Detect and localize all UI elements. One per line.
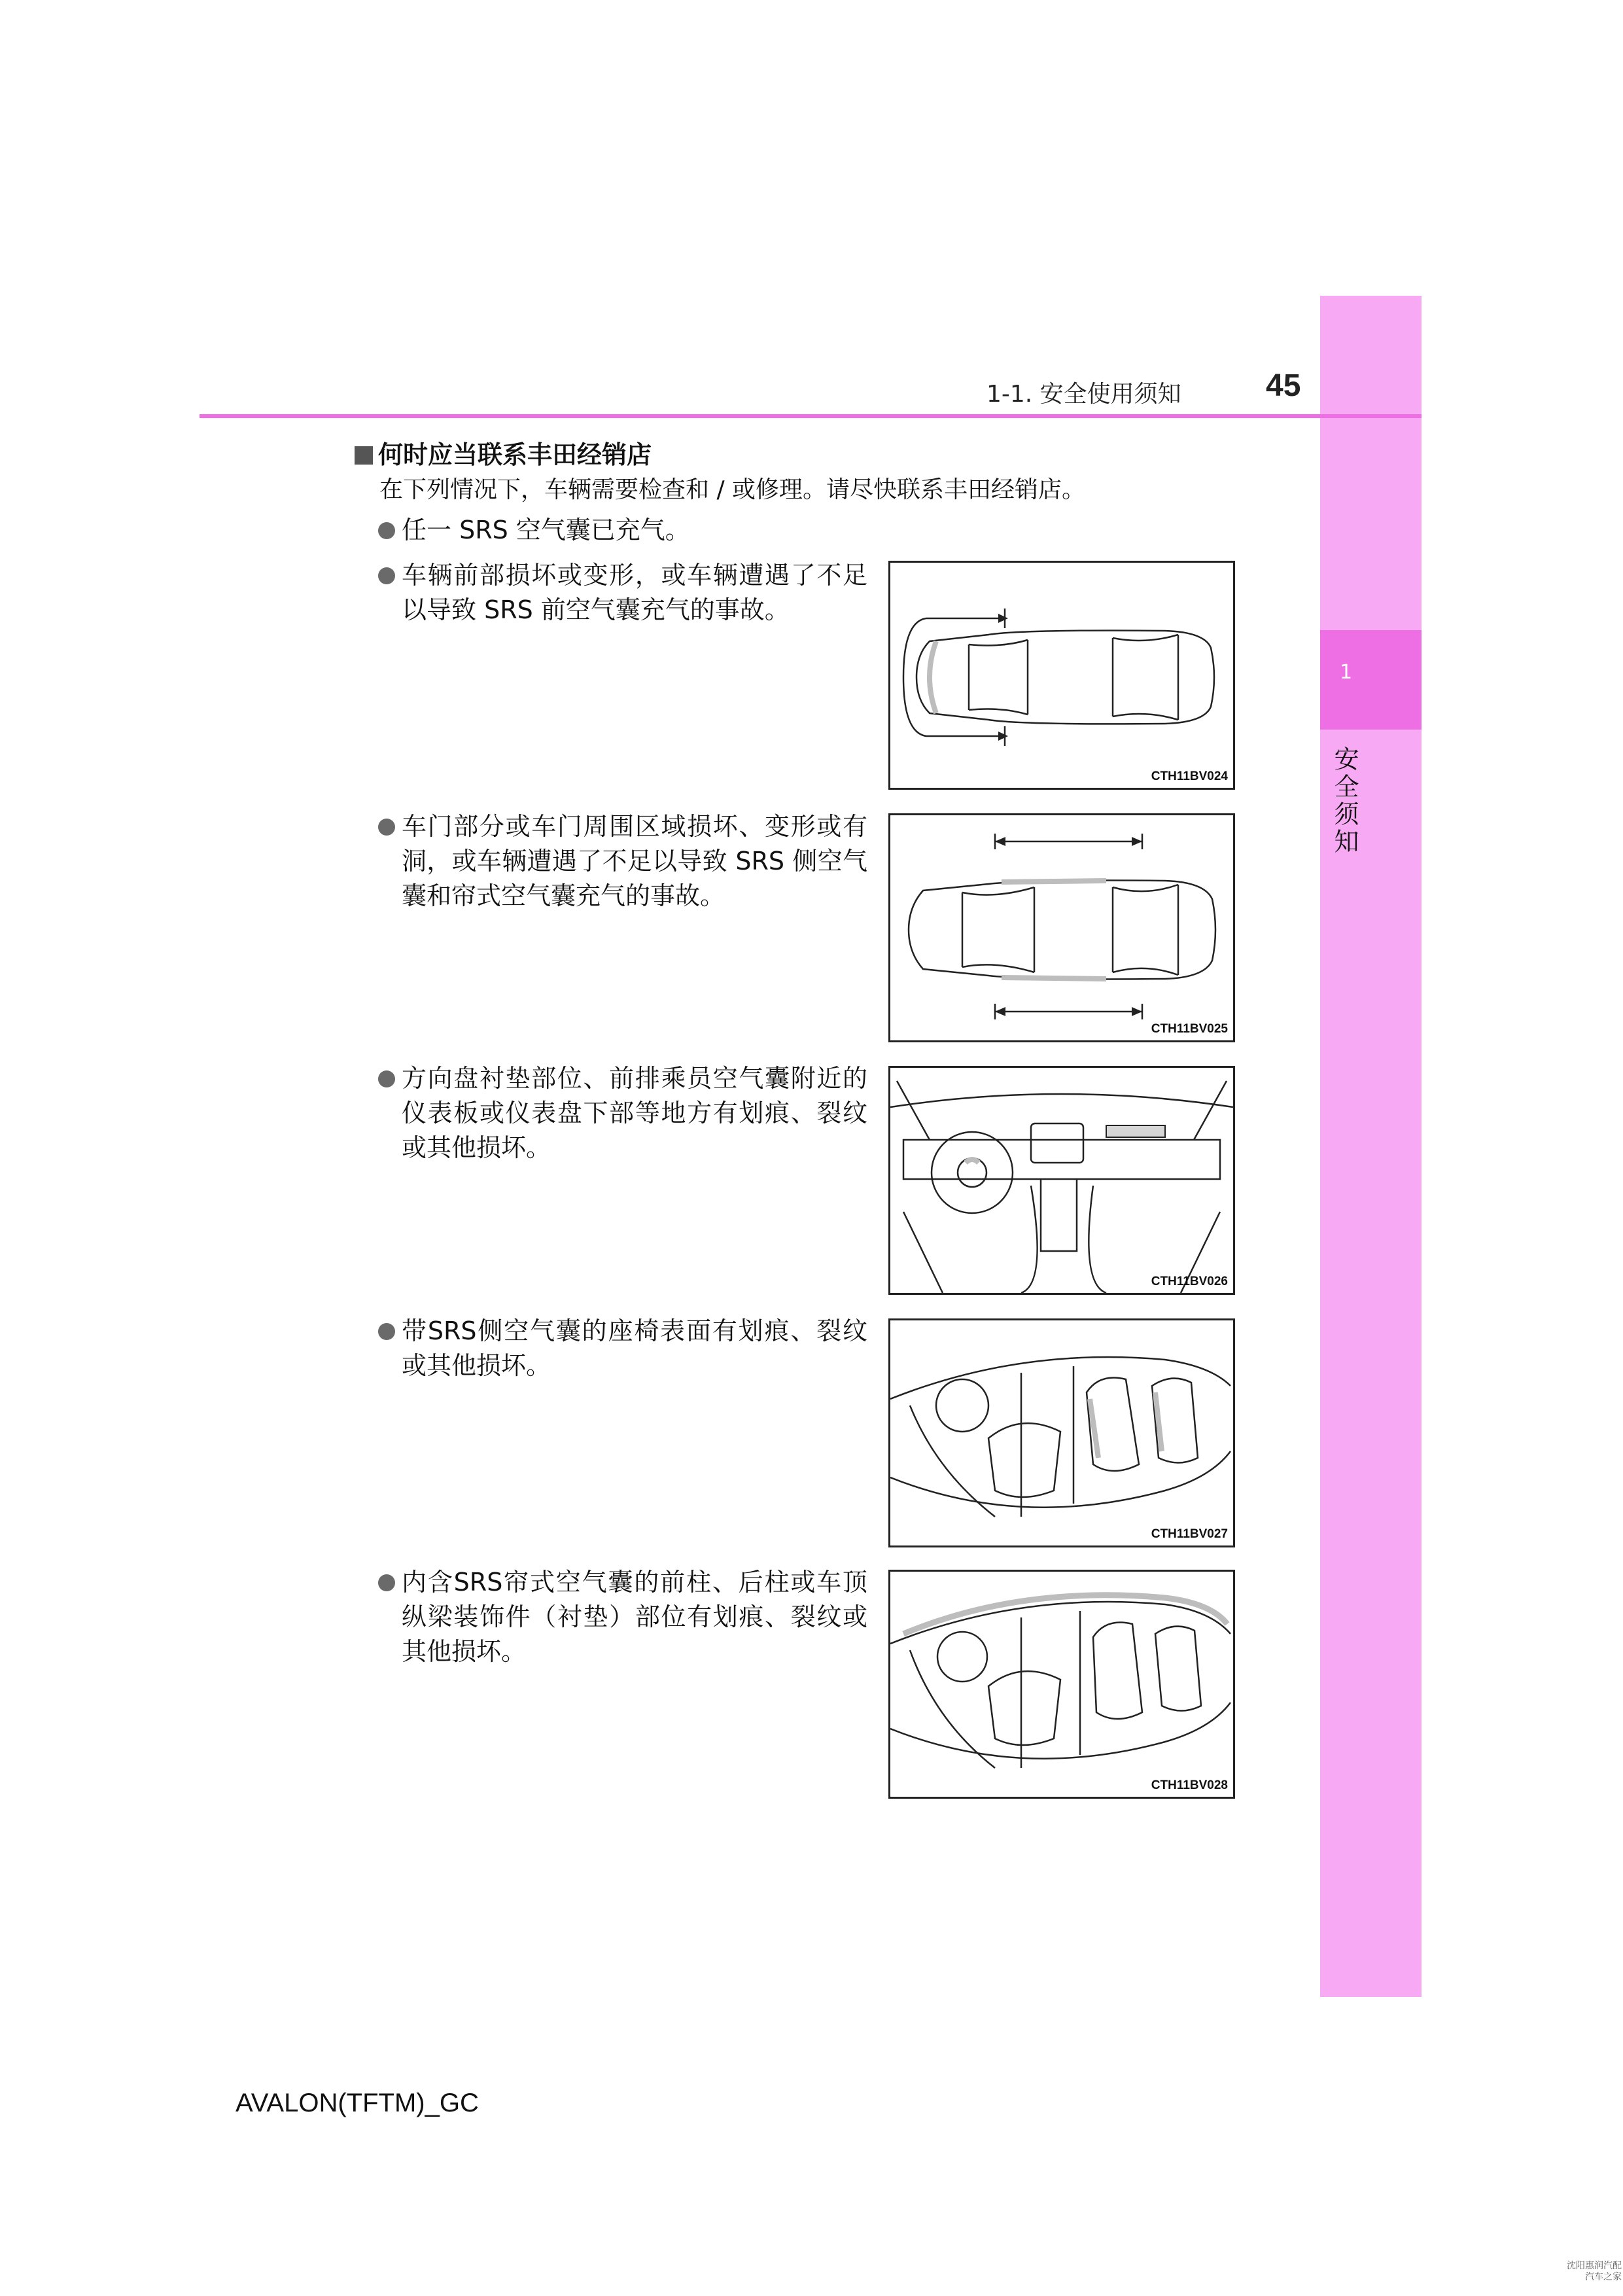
watermark-line: 沈阳惠润汽配 — [1567, 2261, 1622, 2271]
page-number: 45 — [1266, 368, 1301, 403]
dashboard-view-icon — [890, 1068, 1233, 1293]
bullet-icon — [378, 522, 395, 539]
figure-code: CTH11BV025 — [1151, 1022, 1228, 1036]
header-divider — [200, 414, 1422, 418]
list-item-text: 方向盘衬垫部位、前排乘员空气囊附近的仪表板或仪表盘下部等地方有划痕、裂纹或其他损坏。 — [402, 1064, 867, 1162]
section-intro: 在下列情况下，车辆需要检查和 / 或修理。请尽快联系丰田经销店。 — [379, 476, 1086, 503]
figure-pillar-damage — [888, 1570, 1235, 1799]
figure-dashboard-damage — [888, 1066, 1235, 1295]
cabin-pillars-view-icon — [890, 1572, 1233, 1797]
list-item — [378, 558, 867, 627]
chapter-label: 安全须知 — [1330, 746, 1359, 856]
list-item — [378, 1061, 867, 1165]
list-item-text: 内含SRS帘式空气囊的前柱、后柱或车顶纵梁装饰件（衬垫）部位有划痕、裂纹或其他损坏。 — [402, 1568, 867, 1666]
list-item-text: 车辆前部损坏或变形，或车辆遭遇了不足以导致 SRS 前空气囊充气的事故。 — [402, 561, 867, 624]
list-item — [378, 809, 867, 913]
figure-door-damage — [888, 813, 1235, 1042]
list-item-text: 任一 SRS 空气囊已充气。 — [402, 516, 690, 544]
section-heading-text: 何时应当联系丰田经销店 — [378, 440, 652, 469]
figure-front-damage — [888, 561, 1235, 790]
chapter-number: 1 — [1340, 661, 1353, 684]
bullet-icon — [378, 1574, 395, 1591]
figure-code: CTH11BV026 — [1151, 1275, 1228, 1288]
cabin-seats-view-icon — [890, 1320, 1233, 1545]
bullet-icon — [378, 1323, 395, 1340]
watermark — [1567, 2261, 1622, 2283]
list-item — [378, 1314, 867, 1383]
list-item — [378, 1565, 867, 1669]
figure-seat-damage — [888, 1318, 1235, 1547]
section-title: 1-1. 安全使用须知 — [986, 381, 1181, 408]
figure-code: CTH11BV024 — [1151, 769, 1228, 783]
bullet-icon — [378, 567, 395, 584]
model-code: AVALON(TFTM)_GC — [236, 2089, 479, 2117]
figure-code: CTH11BV027 — [1151, 1527, 1228, 1541]
chapter-side-tab — [1320, 296, 1422, 1997]
car-top-view-front-icon — [890, 563, 1233, 788]
square-bullet-icon — [355, 446, 373, 465]
chapter-tab-active[interactable] — [1320, 630, 1422, 730]
car-top-view-side-icon — [890, 815, 1233, 1040]
list-item-text: 带SRS侧空气囊的座椅表面有划痕、裂纹或其他损坏。 — [402, 1316, 867, 1380]
figure-code: CTH11BV028 — [1151, 1778, 1228, 1792]
watermark-line: 汽车之家 — [1585, 2272, 1622, 2282]
bullet-icon — [378, 1070, 395, 1087]
list-item-text: 车门部分或车门周围区域损坏、变形或有洞，或车辆遭遇了不足以导致 SRS 侧空气囊和帘式空气囊充气的事故。 — [402, 812, 867, 910]
bullet-icon — [378, 819, 395, 836]
list-item — [378, 513, 867, 548]
section-heading — [355, 434, 652, 470]
